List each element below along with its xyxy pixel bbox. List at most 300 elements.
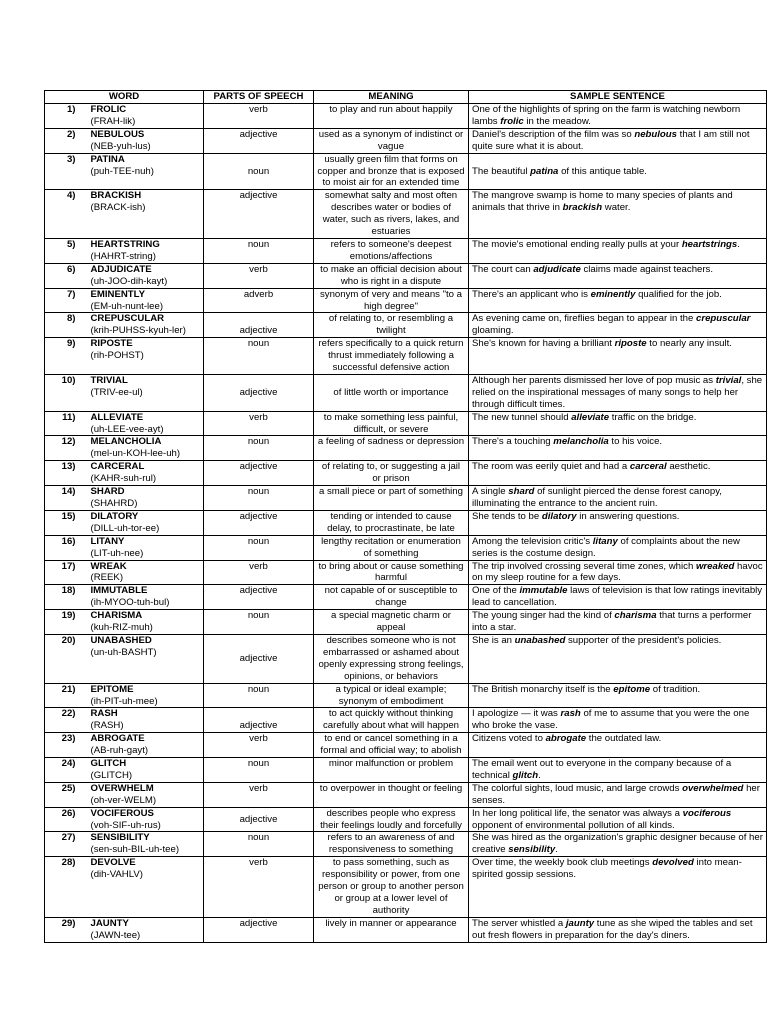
table-row	[45, 832, 767, 857]
sample-sentence	[469, 190, 767, 239]
word-cell	[88, 807, 204, 832]
highlighted-word: nebulous	[634, 128, 677, 140]
meaning: to bring about or cause something harmful	[314, 560, 469, 585]
highlighted-word: trivial	[715, 374, 742, 386]
table-row	[45, 486, 767, 511]
sentence-text: of complaints about the new series is the costume design.	[472, 535, 740, 559]
table-row	[45, 610, 767, 635]
pronunciation: (rih-POHST)	[90, 350, 144, 362]
vocabulary-word: GLITCH	[90, 758, 127, 770]
pronunciation: (RASH)	[90, 720, 124, 732]
vocabulary-word: EMINENTLY	[90, 288, 146, 300]
part-of-speech: noun	[204, 535, 314, 560]
table-row	[45, 461, 767, 486]
entry-number: 27)	[45, 832, 88, 857]
sentence-text: Over time, the weekly book club meetings	[472, 857, 653, 869]
vocabulary-word: ALLEVIATE	[90, 411, 144, 423]
meaning: to end or cancel something in a formal and official way; to abolish	[314, 733, 469, 758]
part-of-speech: verb	[204, 104, 314, 129]
vocabulary-word: SHARD	[90, 486, 125, 498]
table-row	[45, 313, 767, 338]
pronunciation: (oh-ver-WELM)	[90, 794, 157, 806]
pronunciation: (un-uh-BASHT)	[90, 646, 157, 658]
sentence-text: aesthetic.	[666, 461, 711, 473]
entry-number: 10)	[45, 374, 88, 411]
part-of-speech: adjective	[204, 128, 314, 153]
vocabulary-word: VOCIFEROUS	[90, 807, 154, 819]
sample-sentence	[469, 153, 767, 190]
pronunciation: (EM-uh-nunt-lee)	[90, 300, 164, 312]
highlighted-word: glitch	[512, 769, 539, 781]
highlighted-word: dilatory	[541, 510, 577, 522]
highlighted-word: riposte	[614, 338, 647, 350]
sentence-text: the outdated law.	[586, 733, 662, 745]
sentence-text: her senses.	[472, 782, 760, 806]
sample-sentence	[469, 436, 767, 461]
vocabulary-word: DEVOLVE	[90, 857, 136, 869]
sentence-text: to nearly any insult.	[646, 338, 732, 350]
sentence-text: As evening came on, fireflies began to appear in the	[472, 313, 696, 325]
table-row	[45, 374, 767, 411]
sentence-text: .	[555, 844, 558, 856]
sentence-text: The court can	[472, 263, 534, 275]
meaning: to act quickly without thinking carefully about what will happen	[314, 708, 469, 733]
sentence-text: in the meadow.	[523, 115, 591, 127]
pronunciation: (BRACK-ish)	[90, 202, 146, 214]
sentence-text: into mean-spirited gossip sessions.	[472, 857, 742, 881]
sentence-text: supporter of the president's policies.	[565, 634, 722, 646]
sentence-text: of this antique table.	[558, 165, 647, 177]
part-of-speech: adjective	[204, 190, 314, 239]
meaning: describes people who express their feelings loudly and forcefully	[314, 807, 469, 832]
part-of-speech: adjective	[204, 374, 314, 411]
entry-number: 5)	[45, 238, 88, 263]
vocabulary-word: FROLIC	[90, 104, 127, 115]
sample-sentence	[469, 461, 767, 486]
word-cell	[88, 917, 204, 942]
pronunciation: (krih-PUHSS-kyuh-ler)	[90, 325, 186, 337]
vocabulary-table	[44, 90, 767, 943]
vocabulary-word: NEBULOUS	[90, 128, 145, 140]
pronunciation: (voh-SIF-uh-rus)	[90, 819, 161, 831]
entry-number: 25)	[45, 782, 88, 807]
sentence-text: Although her parents dismissed her love of pop music as	[472, 374, 716, 386]
meaning: describes someone who is not embarrassed or ashamed about openly expressing strong feelings, opinions, or behaviors	[314, 634, 469, 683]
entry-number: 17)	[45, 560, 88, 585]
table-body	[45, 104, 767, 943]
sentence-text: One of the	[472, 585, 520, 597]
sentence-text: .	[737, 238, 740, 250]
sample-sentence	[469, 560, 767, 585]
sentence-text: The email went out to everyone in the company because of a technical	[472, 758, 732, 781]
table-row	[45, 190, 767, 239]
pronunciation: (sen-suh-BIL-uh-tee)	[90, 844, 180, 856]
vocabulary-word: DILATORY	[90, 510, 139, 522]
word-cell	[88, 190, 204, 239]
sentence-text: opponent of environmental pollution of all kinds.	[472, 819, 675, 831]
part-of-speech: adjective	[204, 807, 314, 832]
part-of-speech: verb	[204, 782, 314, 807]
vocabulary-word: CREPUSCULAR	[90, 313, 165, 325]
meaning: to pass something, such as responsibility or power, from one person or group to another person or group at a lower level of authority	[314, 857, 469, 918]
highlighted-word: eminently	[590, 288, 636, 300]
sample-sentence	[469, 807, 767, 832]
meaning: of relating to, or suggesting a jail or prison	[314, 461, 469, 486]
entry-number: 15)	[45, 510, 88, 535]
vocabulary-word: UNABASHED	[90, 634, 152, 646]
sample-sentence	[469, 708, 767, 733]
sample-sentence	[469, 535, 767, 560]
part-of-speech: verb	[204, 733, 314, 758]
sample-sentence	[469, 917, 767, 942]
sample-sentence	[469, 758, 767, 783]
entry-number: 9)	[45, 338, 88, 375]
word-cell	[88, 832, 204, 857]
part-of-speech: verb	[204, 411, 314, 436]
pronunciation: (JAWN-tee)	[90, 929, 141, 941]
meaning: used as a synonym of indistinct or vague	[314, 128, 469, 153]
highlighted-word: adjudicate	[533, 263, 581, 275]
pronunciation: (REEK)	[90, 572, 124, 584]
highlighted-word: rash	[560, 708, 581, 720]
sentence-text: The room was eerily quiet and had a	[472, 461, 630, 473]
table-row	[45, 263, 767, 288]
pronunciation: (uh-LEE-vee-ayt)	[90, 423, 164, 435]
highlighted-word: abrogate	[545, 733, 587, 745]
meaning: refers to an awareness of and responsiveness to something	[314, 832, 469, 857]
entry-number: 29)	[45, 917, 88, 942]
part-of-speech: noun	[204, 238, 314, 263]
meaning: somewhat salty and most often describes water or bodies of water, such as rivers, lakes, and estuaries	[314, 190, 469, 239]
word-cell	[88, 683, 204, 708]
vocabulary-word: PATINA	[90, 153, 125, 165]
table-row	[45, 733, 767, 758]
word-cell	[88, 857, 204, 918]
vocabulary-word: TRIVIAL	[90, 374, 128, 386]
entry-number: 6)	[45, 263, 88, 288]
sentence-text: The colorful sights, loud music, and large crowds	[472, 782, 683, 794]
sentence-text: gloaming.	[472, 325, 514, 337]
sentence-text: to his voice.	[608, 436, 663, 448]
entry-number: 21)	[45, 683, 88, 708]
sample-sentence	[469, 683, 767, 708]
highlighted-word: frolic	[500, 115, 524, 127]
meaning: lively in manner or appearance	[314, 917, 469, 942]
word-cell	[88, 535, 204, 560]
highlighted-word: unabashed	[514, 634, 566, 646]
highlighted-word: overwhelmed	[682, 782, 744, 794]
meaning: a typical or ideal example; synonym of embodiment	[314, 683, 469, 708]
table-row	[45, 128, 767, 153]
entry-number: 16)	[45, 535, 88, 560]
part-of-speech: noun	[204, 153, 314, 190]
sentence-text: One of the highlights of spring on the farm is watching newborn lambs	[472, 104, 741, 127]
sentence-text: of sunlight pierced the dense forest canopy, illuminating the entrance to the ancient ruin.	[472, 486, 722, 509]
part-of-speech: verb	[204, 560, 314, 585]
highlighted-word: jaunty	[565, 917, 595, 929]
sentence-text: The mangrove swamp is home to many species of plants and animals that thrive in	[472, 190, 733, 214]
meaning: lengthy recitation or enumeration of something	[314, 535, 469, 560]
sentence-text: I apologize — it was	[472, 708, 561, 720]
sentence-text: She is an	[472, 634, 515, 646]
entry-number: 3)	[45, 153, 88, 190]
pronunciation: (KAHR-suh-rul)	[90, 473, 157, 485]
table-row	[45, 857, 767, 918]
entry-number: 19)	[45, 610, 88, 635]
sentence-text: Among the television critic's	[472, 535, 593, 547]
sentence-text: tune as she wiped the tables and set out fresh flowers in preparation for the day's diners.	[472, 917, 753, 941]
table-row	[45, 238, 767, 263]
entry-number: 14)	[45, 486, 88, 511]
word-cell	[88, 263, 204, 288]
word-cell	[88, 288, 204, 313]
part-of-speech: adjective	[204, 510, 314, 535]
part-of-speech: adjective	[204, 313, 314, 338]
meaning: tending or intended to cause delay, to procrastinate, be late	[314, 510, 469, 535]
meaning: a feeling of sadness or depression	[314, 436, 469, 461]
pronunciation: (uh-JOO-dih-kayt)	[90, 275, 168, 287]
meaning: refers specifically to a quick return thrust immediately following a successful defensive action	[314, 338, 469, 375]
vocabulary-word: MELANCHOLIA	[90, 436, 162, 448]
word-cell	[88, 238, 204, 263]
word-cell	[88, 128, 204, 153]
vocabulary-word: SENSIBILITY	[90, 832, 150, 844]
meaning: a special magnetic charm or appeal	[314, 610, 469, 635]
word-cell	[88, 708, 204, 733]
sentence-text: A single	[472, 486, 509, 498]
pronunciation: (mel-un-KOH-lee-uh)	[90, 448, 181, 460]
sentence-text: of tradition.	[650, 683, 701, 695]
meaning: to make something less painful, difficult, or severe	[314, 411, 469, 436]
part-of-speech: adjective	[204, 708, 314, 733]
word-cell	[88, 338, 204, 375]
sentence-text: qualified for the job.	[635, 288, 722, 300]
sample-sentence	[469, 374, 767, 411]
vocabulary-word: HEARTSTRING	[90, 238, 160, 250]
header-sample-sentence: SAMPLE SENTENCE	[469, 91, 767, 104]
highlighted-word: alleviate	[571, 411, 610, 423]
sentence-text: in answering questions.	[576, 510, 680, 522]
word-cell	[88, 486, 204, 511]
sentence-text: The new tunnel should	[472, 411, 572, 423]
sample-sentence	[469, 486, 767, 511]
entry-number: 11)	[45, 411, 88, 436]
part-of-speech: noun	[204, 436, 314, 461]
pronunciation: (kuh-RIZ-muh)	[90, 622, 153, 634]
sentence-text: water.	[602, 202, 631, 214]
word-cell	[88, 411, 204, 436]
highlighted-word: vociferous	[682, 807, 732, 819]
word-cell	[88, 153, 204, 190]
table-row	[45, 708, 767, 733]
entry-number: 4)	[45, 190, 88, 239]
table-row	[45, 338, 767, 375]
vocabulary-word: RIPOSTE	[90, 338, 133, 350]
highlighted-word: crepuscular	[696, 313, 751, 325]
word-cell	[88, 104, 204, 129]
sentence-text: Daniel's description of the film was so	[472, 128, 635, 140]
table-row	[45, 758, 767, 783]
word-cell	[88, 461, 204, 486]
sample-sentence	[469, 634, 767, 683]
highlighted-word: epitome	[613, 683, 651, 695]
highlighted-word: patina	[530, 165, 559, 177]
meaning: not capable of or susceptible to change	[314, 585, 469, 610]
word-cell	[88, 634, 204, 683]
table-row	[45, 683, 767, 708]
header-parts-of-speech: PARTS OF SPEECH	[204, 91, 314, 104]
sentence-text: She's known for having a brilliant	[472, 338, 615, 350]
sentence-text: The British monarchy itself is the	[472, 683, 614, 695]
highlighted-word: charisma	[614, 610, 657, 622]
sentence-text: , she relied on the inspirational messages of many songs to help her through difficult times.	[472, 374, 763, 410]
header-row	[45, 91, 767, 104]
entry-number: 1)	[45, 104, 88, 129]
sentence-text: laws of television is that low ratings inevitably lead to cancellation.	[472, 585, 763, 609]
highlighted-word: litany	[592, 535, 618, 547]
sentence-text: She tends to be	[472, 510, 542, 522]
word-cell	[88, 313, 204, 338]
meaning: to play and run about happily	[314, 104, 469, 129]
part-of-speech: noun	[204, 832, 314, 857]
vocabulary-word: IMMUTABLE	[90, 585, 148, 597]
part-of-speech: noun	[204, 338, 314, 375]
sample-sentence	[469, 128, 767, 153]
highlighted-word: carceral	[629, 461, 667, 473]
sample-sentence	[469, 338, 767, 375]
sample-sentence	[469, 733, 767, 758]
part-of-speech: noun	[204, 486, 314, 511]
header-word: WORD	[45, 91, 204, 104]
sentence-text: The young singer had the kind of	[472, 610, 615, 622]
table-row	[45, 104, 767, 129]
entry-number: 12)	[45, 436, 88, 461]
word-cell	[88, 374, 204, 411]
meaning: of relating to, or resembling a twilight	[314, 313, 469, 338]
pronunciation: (GLITCH)	[90, 769, 133, 781]
sample-sentence	[469, 782, 767, 807]
vocabulary-word: OVERWHELM	[90, 782, 154, 794]
word-cell	[88, 758, 204, 783]
table-row	[45, 153, 767, 190]
entry-number: 20)	[45, 634, 88, 683]
sentence-text: She was hired as the organization's graphic designer because of her creative	[472, 832, 763, 856]
vocabulary-word: ABROGATE	[90, 733, 145, 745]
word-cell	[88, 733, 204, 758]
vocabulary-word: EPITOME	[90, 683, 134, 695]
word-cell	[88, 610, 204, 635]
meaning: usually green film that forms on copper and bronze that is exposed to moist air for an extended time	[314, 153, 469, 190]
pronunciation: (TRIV-ee-ul)	[90, 386, 143, 398]
word-cell	[88, 782, 204, 807]
part-of-speech: noun	[204, 758, 314, 783]
vocabulary-word: CHARISMA	[90, 610, 143, 622]
table-row	[45, 560, 767, 585]
vocabulary-word: BRACKISH	[90, 190, 142, 202]
sample-sentence	[469, 585, 767, 610]
part-of-speech: verb	[204, 263, 314, 288]
sentence-text: claims made against teachers.	[580, 263, 714, 275]
table-row	[45, 782, 767, 807]
pronunciation: (dih-VAHLV)	[90, 869, 143, 881]
sentence-text: Citizens voted to	[472, 733, 546, 745]
meaning: of little worth or importance	[314, 374, 469, 411]
sentence-text: The beautiful	[472, 165, 531, 177]
sentence-text: traffic on the bridge.	[609, 411, 697, 423]
entry-number: 18)	[45, 585, 88, 610]
table-row	[45, 510, 767, 535]
pronunciation: (puh-TEE-nuh)	[90, 165, 154, 177]
table-row	[45, 585, 767, 610]
meaning: synonym of very and means "to a high degree"	[314, 288, 469, 313]
vocabulary-word: ADJUDICATE	[90, 263, 152, 275]
sample-sentence	[469, 238, 767, 263]
pronunciation: (DILL-uh-tor-ee)	[90, 522, 160, 534]
sentence-text: that turns a performer into a star.	[472, 610, 752, 634]
sentence-text: The trip involved crossing several time zones, which	[472, 560, 696, 572]
sentence-text: There's a touching	[472, 436, 554, 448]
part-of-speech: adjective	[204, 585, 314, 610]
sentence-text: There's an applicant who is	[472, 288, 591, 300]
vocabulary-word: JAUNTY	[90, 917, 129, 929]
table-row	[45, 917, 767, 942]
word-cell	[88, 585, 204, 610]
highlighted-word: melancholia	[553, 436, 609, 448]
highlighted-word: immutable	[519, 585, 568, 597]
pronunciation: (LIT-uh-nee)	[90, 547, 144, 559]
sample-sentence	[469, 510, 767, 535]
entry-number: 13)	[45, 461, 88, 486]
word-cell	[88, 436, 204, 461]
pronunciation: (ih-PIT-uh-mee)	[90, 695, 158, 707]
word-cell	[88, 560, 204, 585]
sample-sentence	[469, 857, 767, 918]
sample-sentence	[469, 610, 767, 635]
entry-number: 7)	[45, 288, 88, 313]
table-row	[45, 634, 767, 683]
part-of-speech: noun	[204, 610, 314, 635]
vocabulary-word: RASH	[90, 708, 118, 720]
highlighted-word: wreaked	[695, 560, 735, 572]
table-row	[45, 411, 767, 436]
sample-sentence	[469, 104, 767, 129]
sample-sentence	[469, 411, 767, 436]
sentence-text: The server whistled a	[472, 917, 566, 929]
highlighted-word: devolved	[652, 857, 694, 869]
highlighted-word: sensibility	[508, 844, 556, 856]
sentence-text: The movie's emotional ending really pulls at your	[472, 238, 682, 250]
pronunciation: (AB-ruh-gayt)	[90, 745, 149, 757]
pronunciation: (HAHRT-string)	[90, 250, 156, 262]
table-row	[45, 807, 767, 832]
part-of-speech: adverb	[204, 288, 314, 313]
pronunciation: (ih-MYOO-tuh-bul)	[90, 597, 170, 609]
entry-number: 28)	[45, 857, 88, 918]
part-of-speech: verb	[204, 857, 314, 918]
sample-sentence	[469, 263, 767, 288]
sentence-text: .	[538, 769, 541, 781]
part-of-speech: adjective	[204, 461, 314, 486]
table-row	[45, 288, 767, 313]
entry-number: 24)	[45, 758, 88, 783]
pronunciation: (NEB-yuh-lus)	[90, 140, 151, 152]
pronunciation: (SHAHRD)	[90, 498, 138, 509]
sample-sentence	[469, 288, 767, 313]
word-cell	[88, 510, 204, 535]
highlighted-word: shard	[508, 486, 535, 498]
vocabulary-word: CARCERAL	[90, 461, 145, 473]
entry-number: 26)	[45, 807, 88, 832]
